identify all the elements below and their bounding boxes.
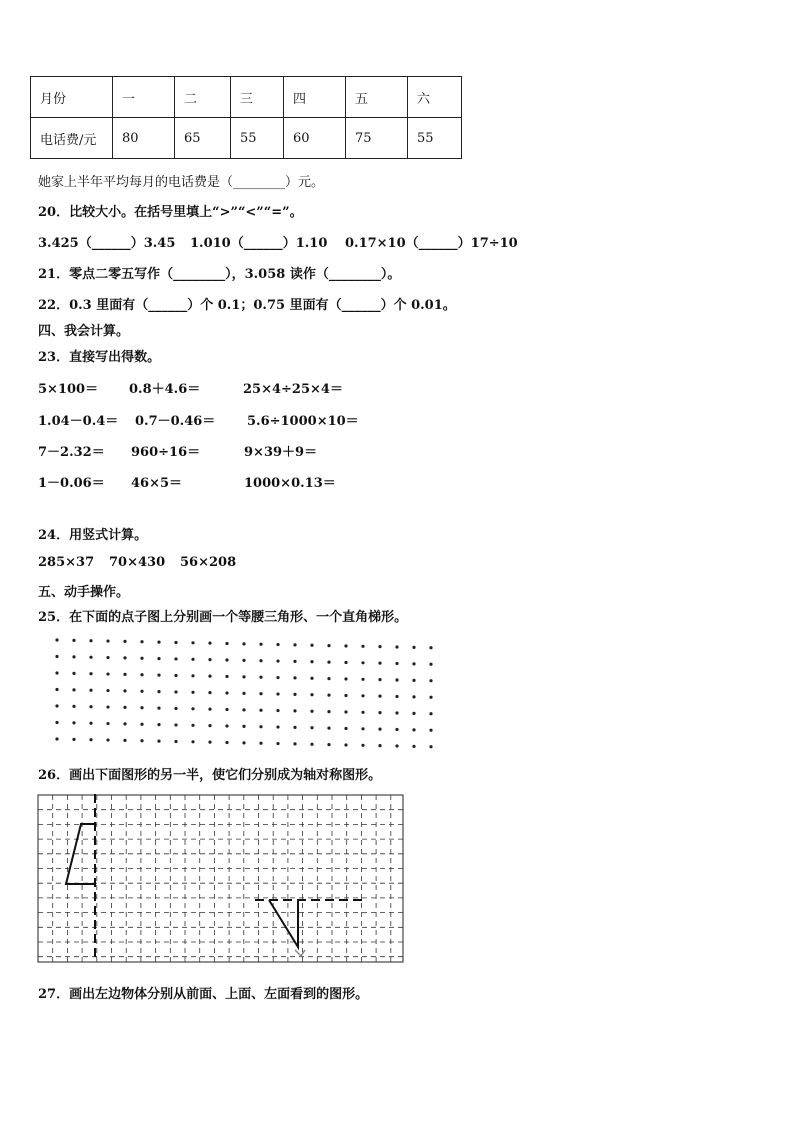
grid-dot — [310, 710, 313, 713]
grid-dot — [259, 643, 262, 646]
calc-item: 1－0.06＝ — [38, 476, 105, 491]
q27-title: 27．画出左边物体分别从前面、上面、左面看到的图形。 — [38, 987, 369, 1002]
grid-dot — [106, 705, 109, 708]
grid-dot — [276, 643, 279, 646]
grid-dot — [395, 728, 398, 731]
table-cell: 一 — [113, 77, 175, 118]
table-cell: 65 — [175, 118, 231, 159]
grid-dot — [106, 689, 109, 692]
grid-dot — [225, 642, 228, 645]
grid-dot — [72, 655, 75, 658]
grid-dot — [140, 640, 143, 643]
calc-item: 1.04－0.4＝ — [38, 414, 119, 429]
table-row — [31, 118, 462, 159]
grid-dot — [157, 641, 160, 644]
grid-dot — [395, 662, 398, 665]
grid-dot — [276, 742, 279, 745]
grid-dot — [344, 743, 347, 746]
grid-dot — [259, 676, 262, 679]
grid-dot — [191, 691, 194, 694]
grid-dot — [293, 676, 296, 679]
grid-dot — [89, 722, 92, 725]
grid-dot — [327, 710, 330, 713]
q23-title: 23．直接写出得数。 — [38, 350, 161, 365]
grid-dot — [140, 673, 143, 676]
grid-dot — [191, 658, 194, 661]
grid-dot — [174, 707, 177, 710]
grid-dot — [191, 707, 194, 710]
grid-dot — [123, 722, 126, 725]
q20-item: 3.425（______）3.45 — [38, 236, 176, 251]
calc-item: 960÷16＝ — [131, 445, 201, 460]
q20-title: 20．比较大小。在括号里填上“>”“<”“=”。 — [38, 205, 303, 220]
grid-dot — [412, 745, 415, 748]
grid-dot — [208, 691, 211, 694]
section-4-heading: 四、我会计算。 — [38, 324, 130, 339]
grid-dot — [327, 644, 330, 647]
grid-dot — [412, 646, 415, 649]
grid-lines — [38, 795, 403, 962]
grid-dot — [123, 706, 126, 709]
grid-dot — [174, 723, 177, 726]
grid-dot — [327, 677, 330, 680]
grid-dot — [327, 727, 330, 730]
grid-dot — [89, 705, 92, 708]
vertical-calc-item: 70×430 — [109, 555, 166, 570]
table-cell: 六 — [408, 77, 462, 118]
grid-dot — [174, 657, 177, 660]
q22-text: 22．0.3 里面有（______）个 0.1；0.75 里面有（______）个 0.01。 — [38, 298, 456, 313]
grid-dot — [123, 673, 126, 676]
grid-dot — [259, 709, 262, 712]
grid-dot — [344, 661, 347, 664]
grid-dot — [293, 709, 296, 712]
table-cell: 80 — [113, 118, 175, 159]
table-cell: 三 — [231, 77, 284, 118]
q19-answer-line: 她家上半年平均每月的电话费是（________）元。 — [38, 175, 325, 190]
grid-dot — [157, 674, 160, 677]
grid-dot — [140, 690, 143, 693]
grid-dot — [310, 660, 313, 663]
table-header-row — [31, 77, 462, 118]
grid-dot — [140, 706, 143, 709]
calc-item: 5.6÷1000×10＝ — [247, 414, 359, 429]
grid-dot — [429, 745, 432, 748]
grid-dot — [327, 743, 330, 746]
table-cell: 二 — [175, 77, 231, 118]
calc-item: 5×100＝ — [38, 382, 99, 397]
grid-dot — [310, 743, 313, 746]
grid-dot — [276, 725, 279, 728]
grid-dot — [106, 738, 109, 741]
grid-dot — [191, 740, 194, 743]
grid-dot — [225, 675, 228, 678]
grid-dot — [123, 656, 126, 659]
q20-item: 1.010（______）1.10 — [190, 236, 328, 251]
grid-dot — [310, 644, 313, 647]
grid-dot — [361, 694, 364, 697]
q24-title: 24．用竖式计算。 — [38, 528, 148, 543]
grid-dot — [327, 661, 330, 664]
grid-dot — [293, 693, 296, 696]
grid-dot — [174, 740, 177, 743]
table-cell: 月份 — [31, 77, 113, 118]
grid-dot — [395, 645, 398, 648]
grid-dot — [361, 678, 364, 681]
grid-dot — [72, 738, 75, 741]
grid-dot — [344, 710, 347, 713]
grid-dot — [412, 662, 415, 665]
table-cell: 四 — [284, 77, 346, 118]
table-cell: 电话费/元 — [31, 118, 113, 159]
dot-grid — [40, 630, 440, 750]
table-cell: 55 — [408, 118, 462, 159]
grid-dot — [55, 737, 58, 740]
grid-dot — [242, 675, 245, 678]
grid-dot — [310, 677, 313, 680]
grid-dot — [293, 643, 296, 646]
grid-dot — [378, 728, 381, 731]
grid-dot — [123, 689, 126, 692]
grid-dot — [327, 694, 330, 697]
grid-dot — [157, 707, 160, 710]
grid-dot — [429, 646, 432, 649]
grid-dot — [174, 641, 177, 644]
table-cell: 60 — [284, 118, 346, 159]
trapezoid-half-shape — [66, 824, 95, 884]
grid-dot — [429, 696, 432, 699]
grid-dot — [378, 744, 381, 747]
grid-dot — [89, 689, 92, 692]
grid-dot — [242, 708, 245, 711]
table-cell: 55 — [231, 118, 284, 159]
grid-dot — [55, 704, 58, 707]
grid-dot — [191, 724, 194, 727]
grid-dot — [344, 677, 347, 680]
grid-dot — [140, 657, 143, 660]
grid-dot — [208, 642, 211, 645]
calc-item: 25×4÷25×4＝ — [243, 382, 343, 397]
vertical-calc-item: 285×37 — [38, 555, 95, 570]
grid-dot — [140, 723, 143, 726]
grid-dot — [276, 659, 279, 662]
grid-dot — [344, 644, 347, 647]
grid-dot — [276, 709, 279, 712]
grid-dot — [293, 660, 296, 663]
table-cell: 75 — [346, 118, 408, 159]
calc-item: 7－2.32＝ — [38, 445, 105, 460]
grid-dot — [157, 657, 160, 660]
grid-border — [38, 795, 403, 962]
grid-dot — [72, 721, 75, 724]
grid-dot — [89, 672, 92, 675]
grid-dot — [157, 740, 160, 743]
grid-dot — [378, 662, 381, 665]
grid-dot — [123, 739, 126, 742]
grid-dot — [395, 711, 398, 714]
q25-title: 25．在下面的点子图上分别画一个等腰三角形、一个直角梯形。 — [38, 610, 408, 625]
q20-item: 0.17×10（______）17÷10 — [345, 236, 518, 251]
grid-dot — [55, 688, 58, 691]
grid-dot — [55, 721, 58, 724]
grid-dot — [361, 661, 364, 664]
grid-dot — [361, 645, 364, 648]
grid-dot — [174, 690, 177, 693]
grid-dot — [429, 712, 432, 715]
grid-dot — [361, 711, 364, 714]
grid-dot — [242, 725, 245, 728]
grid-dot — [310, 693, 313, 696]
grid-dot — [378, 711, 381, 714]
grid-dot — [225, 691, 228, 694]
grid-dot — [106, 722, 109, 725]
grid-dot — [106, 672, 109, 675]
grid-dot — [259, 659, 262, 662]
grid-dot — [72, 672, 75, 675]
grid-dot — [361, 727, 364, 730]
grid-dot — [412, 728, 415, 731]
grid-dot — [429, 663, 432, 666]
grid-dot — [378, 695, 381, 698]
calc-item: 1000×0.13＝ — [244, 476, 336, 491]
grid-dot — [72, 705, 75, 708]
grid-dot — [310, 726, 313, 729]
q21-text: 21．零点二零五写作（________），3.058 读作（________）。 — [38, 267, 401, 282]
grid-dot — [72, 639, 75, 642]
grid-dot — [123, 640, 126, 643]
calc-item: 9×39＋9＝ — [244, 445, 318, 460]
grid-dot — [242, 741, 245, 744]
grid-dot — [395, 678, 398, 681]
grid-dot — [191, 674, 194, 677]
grid-dot — [242, 692, 245, 695]
grid-dot — [191, 641, 194, 644]
vertical-calc-item: 56×208 — [180, 555, 237, 570]
grid-dot — [259, 742, 262, 745]
grid-dot — [106, 656, 109, 659]
grid-dot — [225, 741, 228, 744]
calc-item: 0.8＋4.6＝ — [129, 382, 201, 397]
grid-dot — [395, 744, 398, 747]
grid-dot — [259, 725, 262, 728]
grid-dot — [378, 678, 381, 681]
grid-dot — [208, 675, 211, 678]
grid-dot — [344, 694, 347, 697]
grid-dot — [225, 724, 228, 727]
grid-dot — [208, 741, 211, 744]
grid-dot — [89, 656, 92, 659]
grid-dot — [55, 638, 58, 641]
grid-dot — [72, 688, 75, 691]
grid-dot — [293, 726, 296, 729]
grid-dot — [225, 658, 228, 661]
grid-dot — [276, 692, 279, 695]
grid-dot — [140, 739, 143, 742]
grid-dot — [55, 671, 58, 674]
grid-dot — [208, 658, 211, 661]
calc-item: 46×5＝ — [131, 476, 183, 491]
grid-dot — [293, 742, 296, 745]
pencil-mark-icon — [295, 950, 305, 956]
q26-title: 26．画出下面图形的另一半，使它们分别成为轴对称图形。 — [38, 768, 382, 783]
grid-dot — [242, 659, 245, 662]
grid-dot — [106, 639, 109, 642]
grid-dot — [157, 723, 160, 726]
grid-dot — [429, 729, 432, 732]
grid-dot — [89, 738, 92, 741]
grid-dot — [361, 744, 364, 747]
grid-dot — [344, 727, 347, 730]
grid-dot — [174, 674, 177, 677]
table-cell: 五 — [346, 77, 408, 118]
grid-dot — [89, 639, 92, 642]
grid-dot — [225, 708, 228, 711]
grid-dot — [208, 708, 211, 711]
grid-dot — [55, 655, 58, 658]
calc-item: 0.7－0.46＝ — [135, 414, 216, 429]
grid-dot — [378, 645, 381, 648]
grid-dot — [395, 695, 398, 698]
grid-dot — [157, 690, 160, 693]
grid-dot — [412, 712, 415, 715]
grid-dot — [242, 642, 245, 645]
square-grid — [37, 792, 405, 966]
grid-dot — [208, 724, 211, 727]
grid-dot — [276, 676, 279, 679]
phone-bill-table — [30, 76, 462, 159]
section-5-heading: 五、动手操作。 — [38, 585, 130, 600]
grid-dot — [412, 679, 415, 682]
grid-dot — [412, 695, 415, 698]
grid-dot — [259, 692, 262, 695]
grid-dot — [429, 679, 432, 682]
